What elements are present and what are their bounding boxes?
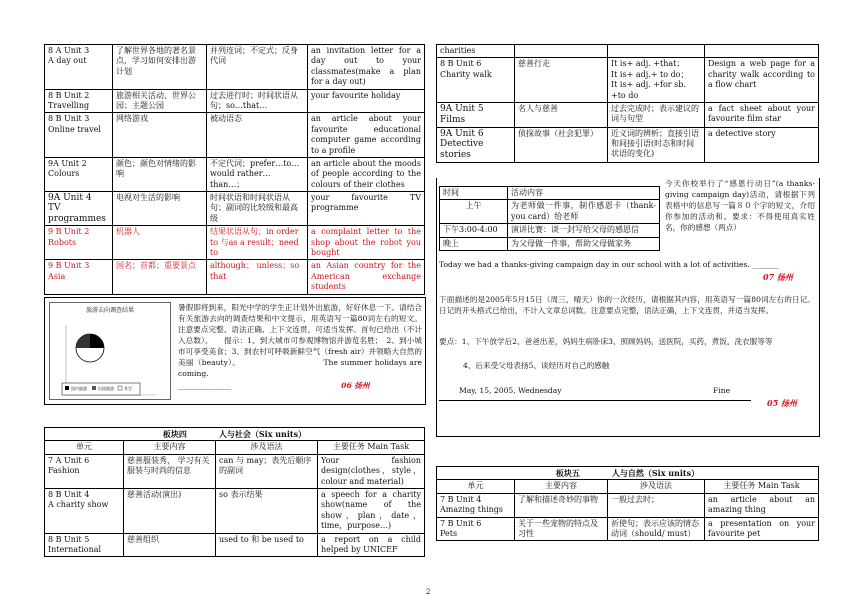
time-cell: 晚上: [440, 237, 508, 250]
s4-header-content: 主要内容: [124, 441, 216, 454]
content-cell: 侦探故事（社会犯罪）: [515, 127, 608, 162]
s5-header-grammar: 涉及语法: [608, 480, 705, 493]
table-row: [45, 89, 425, 113]
table-row: [45, 533, 425, 557]
task-cell: your favourite TV programme: [308, 192, 425, 226]
task-cell: Your fashion design(clothes，style，colour and material): [318, 454, 425, 488]
grammar-cell: 过去进行时；时间状语从句；so…that…: [207, 89, 308, 113]
unit-cell: 7 B Unit 4 Amazing things: [437, 493, 515, 517]
schedule-table: [439, 186, 660, 251]
table-row: [45, 157, 425, 191]
survey-passage: 暑假即将到来，阳光中学的学生正计划外出旅游，好好休息一下。请结合有关旅游去向的调查结果和中文提示，用英语写一篇80词左右的短文。注意要点完整、语法正确、上下文连贯，可适当发挥。首句已给出（不计入总数）。 提示：1、到大城市可参观博物馆并游览名胜； 2、到小城市可享受美食；3、到农村可呼吸新鲜空气（fresh air）并领略大自然的美丽（beauty）。 The summer holidays are coming. ______________ 06 扬州: [178, 303, 422, 390]
pie-slice-domestic: [76, 334, 90, 348]
unit-cell: 9 B Unit 3 Asia: [45, 260, 113, 294]
unit-cell: 8 B Unit 6 Charity walk: [437, 58, 515, 103]
table-row: [45, 226, 425, 260]
grammar-cell: can 与 may；表先后顺序的副词: [216, 454, 318, 488]
table-row: [440, 200, 660, 224]
unit-cell: 7 B Unit 6 Pets: [437, 517, 515, 541]
task-cell: a speech for a charity show(name of the show，plan，date，time，purpose…): [318, 488, 425, 533]
task-cell: an article about your favourite educational computer game according to a profile: [308, 113, 425, 158]
writing-box: [436, 178, 820, 437]
task-cell: [705, 45, 819, 58]
task-cell: Design a web page for a charity walk according to a flow chart: [705, 58, 819, 103]
s5-header-unit: 单元: [437, 480, 515, 493]
survey-text: 暑假即将到来，阳光中学的学生正计划外出旅游，好好休息一下。请结合有关旅游去向的调查结果和中文提示，用英语写一篇80词左右的短文。注意要点完整、语法正确、上下文连贯，可适当发挥。首句已给出（不计入总数）。 提示：1、到大城市可参观博物馆并游览名胜； 2、到小城市可享受美食；3、到农村可呼吸新鲜空气（fresh air）并领略大自然的美丽（beauty）。 The summer holidays are coming.: [178, 303, 422, 378]
content-cell: 慈善行走: [515, 58, 608, 103]
survey-signature: 06 扬州: [341, 381, 370, 390]
grammar-cell: 过去完成时；表示建议的词与句型: [608, 102, 705, 127]
section5-table: [436, 466, 819, 541]
task-cell: an article about an amazing thing: [705, 493, 819, 517]
grammar-cell: so 表示结果: [216, 488, 318, 533]
chart-title: 旅游去向调查结果: [85, 307, 134, 314]
task-cell: an article about the moods of people according to the colours of their clothes: [308, 157, 425, 191]
thanks-line: Today we had a thanks-giving campaign day in our school with a lot of activities. _______: [439, 260, 779, 269]
diary-weather: Fine: [713, 386, 731, 395]
content-cell: 国名；首都；重要景点: [113, 260, 207, 294]
diary-points: 要点：1、下午放学后2、爸爸出差，妈妈生病卧床3、照顾妈妈，送医院，买药，煮饭，洗衣服等等: [439, 337, 773, 346]
unit-cell: 8 A Unit 3 A day out: [45, 45, 113, 90]
task-cell: an Asian country for the American exchange students: [308, 260, 425, 294]
content-cell: 关于一些宠物的特点及习性: [515, 517, 608, 541]
section4-title: 板块四 人与社会（Six units）: [45, 428, 425, 441]
content-cell: 了解和描述奇妙的事物: [515, 493, 608, 517]
thanks-prompt: 今天你校举行了“感恩行动日”(a thanks-giving campaign day)活动，请根据下列表格中的信息写一篇８０个字的短文，介绍你参加的活动和。要求：不得使用真实姓名，你的感想（两点）: [665, 179, 815, 232]
table-row: [437, 127, 819, 162]
table-row: [437, 45, 819, 58]
table-row: [45, 192, 425, 226]
thanks-signature: 07 扬州: [763, 272, 793, 282]
content-cell: 慈善服装秀， 学习有关服装与时尚的信息: [124, 454, 216, 488]
grammar-cell: 祈使句；表示应该的情态动词（should/ must）: [608, 517, 705, 541]
sched-header-time: 时间: [440, 187, 508, 200]
content-cell: 慈善活动(演出): [124, 488, 216, 533]
content-cell: 慈善组织: [124, 533, 216, 557]
table-row: [437, 102, 819, 127]
table-row: [45, 45, 425, 90]
content-cell: 电视对生活的影响: [113, 192, 207, 226]
right-unit-table: [436, 44, 819, 163]
table-row: [45, 260, 425, 294]
table-row: [437, 517, 819, 541]
section4-table: [44, 427, 425, 557]
unit-cell: 9A Unit 5 Films: [437, 102, 515, 127]
content-cell: 网络游戏: [113, 113, 207, 158]
task-cell: a presentation on your favourite pet: [705, 517, 819, 541]
table-row: [45, 488, 425, 533]
activity-cell: 为老师做一件事，制作感恩卡（thank-you card）给老师: [508, 200, 660, 224]
unit-cell: 8 B Unit 4 A charity show: [45, 488, 124, 533]
diary-signature: 05 扬州: [767, 398, 797, 408]
table-row: [437, 493, 819, 517]
activity-cell: 演讲比赛：谈一封写给父母的感恩信: [508, 224, 660, 237]
grammar-cell: 不定代词；prefer…to…would rather…than…；: [207, 157, 308, 191]
diary-point4: 4、后来受父母表扬5、谈经历对自己的感触: [463, 361, 610, 370]
table-row: [45, 454, 425, 488]
content-cell: 旅游相关活动、世界公园；主题公园: [113, 89, 207, 113]
grammar-cell: [608, 45, 705, 58]
table-row: [437, 58, 819, 103]
s5-header-task: 主要任务 Main Task: [705, 480, 819, 493]
content-cell: [515, 45, 608, 58]
unit-cell: 9 B Unit 2 Robots: [45, 226, 113, 260]
grammar-cell: 结果状语从句；in order to 与as a result；need to: [207, 226, 308, 260]
sched-header-activity: 活动内容: [508, 187, 660, 200]
table-row: [440, 237, 660, 250]
left-unit-table: [44, 44, 425, 295]
legend-other: 其它: [124, 386, 132, 391]
grammar-cell: although； unless；so that: [207, 260, 308, 294]
grammar-cell: used to 和 be used to: [216, 533, 318, 557]
pie-slice-abroad: [90, 334, 104, 348]
s4-header-task: 主要任务 Main Task: [318, 441, 425, 454]
grammar-cell: 一般过去时；: [608, 493, 705, 517]
task-cell: an invitation letter for a day out to your classmates(make a plan for a day out): [308, 45, 425, 90]
task-cell: a report on a child helped by UNICEF: [318, 533, 425, 557]
pie-svg: [60, 321, 160, 399]
legend-domestic: 国内旅游: [71, 386, 87, 391]
content-cell: 颜色；颜色对情绪的影响: [113, 157, 207, 191]
grammar-cell: 时间状语和时间状语从句；副词的比较级和最高级: [207, 192, 308, 226]
unit-cell: 8 B Unit 3 Online travel: [45, 113, 113, 158]
diary-date: May, 15, 2005, Wednesday: [459, 386, 562, 395]
task-cell: a fact sheet about your favourite film star: [705, 102, 819, 127]
time-cell: 下午3:00-4:00: [440, 224, 508, 237]
pie-chart: [49, 302, 171, 400]
grammar-cell: 并列连词；不定式；反身代词: [207, 45, 308, 90]
diary-prompt: 下面描述的是2005年5月15日（周三，晴天）你的一次经历，请根据其内容，用英语写一篇80词左右的日记。日记的开头格式已给出，不计入文章总词数。注意要点完整，语法正确，上下文连贯，并适当发挥。: [439, 295, 815, 316]
content-cell: 了解世界各地的著名景点，学习如何安排出游计划: [113, 45, 207, 90]
table-row: [440, 224, 660, 237]
unit-cell: 7 A Unit 6 Fashion: [45, 454, 124, 488]
unit-cell: charities: [437, 45, 515, 58]
task-cell: a detective story: [705, 127, 819, 162]
page-number: 2: [426, 588, 431, 596]
task-cell: your favourite holiday: [308, 89, 425, 113]
task-cell: a complaint letter to the shop about the robot you bought: [308, 226, 425, 260]
diary-write-line: [439, 400, 751, 401]
grammar-cell: 被动语态: [207, 113, 308, 158]
time-cell: 上午: [440, 200, 508, 224]
unit-cell: 9A Unit 2 Colours: [45, 157, 113, 191]
unit-cell: 8 B Unit 2 Travelling: [45, 89, 113, 113]
s4-header-grammar: 涉及语法: [216, 441, 318, 454]
section5-title: 板块五 人与自然（Six units）: [437, 467, 819, 480]
unit-cell: 9A Unit 4 TV programmes: [45, 192, 113, 226]
s4-header-unit: 单元: [45, 441, 124, 454]
unit-cell: 9A Unit 6 Detective stories: [437, 127, 515, 162]
unit-cell: 8 B Unit 5 International: [45, 533, 124, 557]
table-row: [45, 113, 425, 158]
activity-cell: 为父母做一件事，帮助父母做家务: [508, 237, 660, 250]
survey-box: [44, 297, 426, 405]
content-cell: 机器人: [113, 226, 207, 260]
grammar-cell: It is+ adj. +that； It is+ adj.+ to do； It is+ adj. +for sb．+to do: [608, 58, 705, 103]
grammar-cell: 近义词的辨析；直接引语和间接引语(时态和时间状语的变化): [608, 127, 705, 162]
content-cell: 名人与慈善: [515, 102, 608, 127]
s5-header-content: 主要内容: [515, 480, 608, 493]
legend-abroad: 出国旅游: [98, 386, 114, 391]
